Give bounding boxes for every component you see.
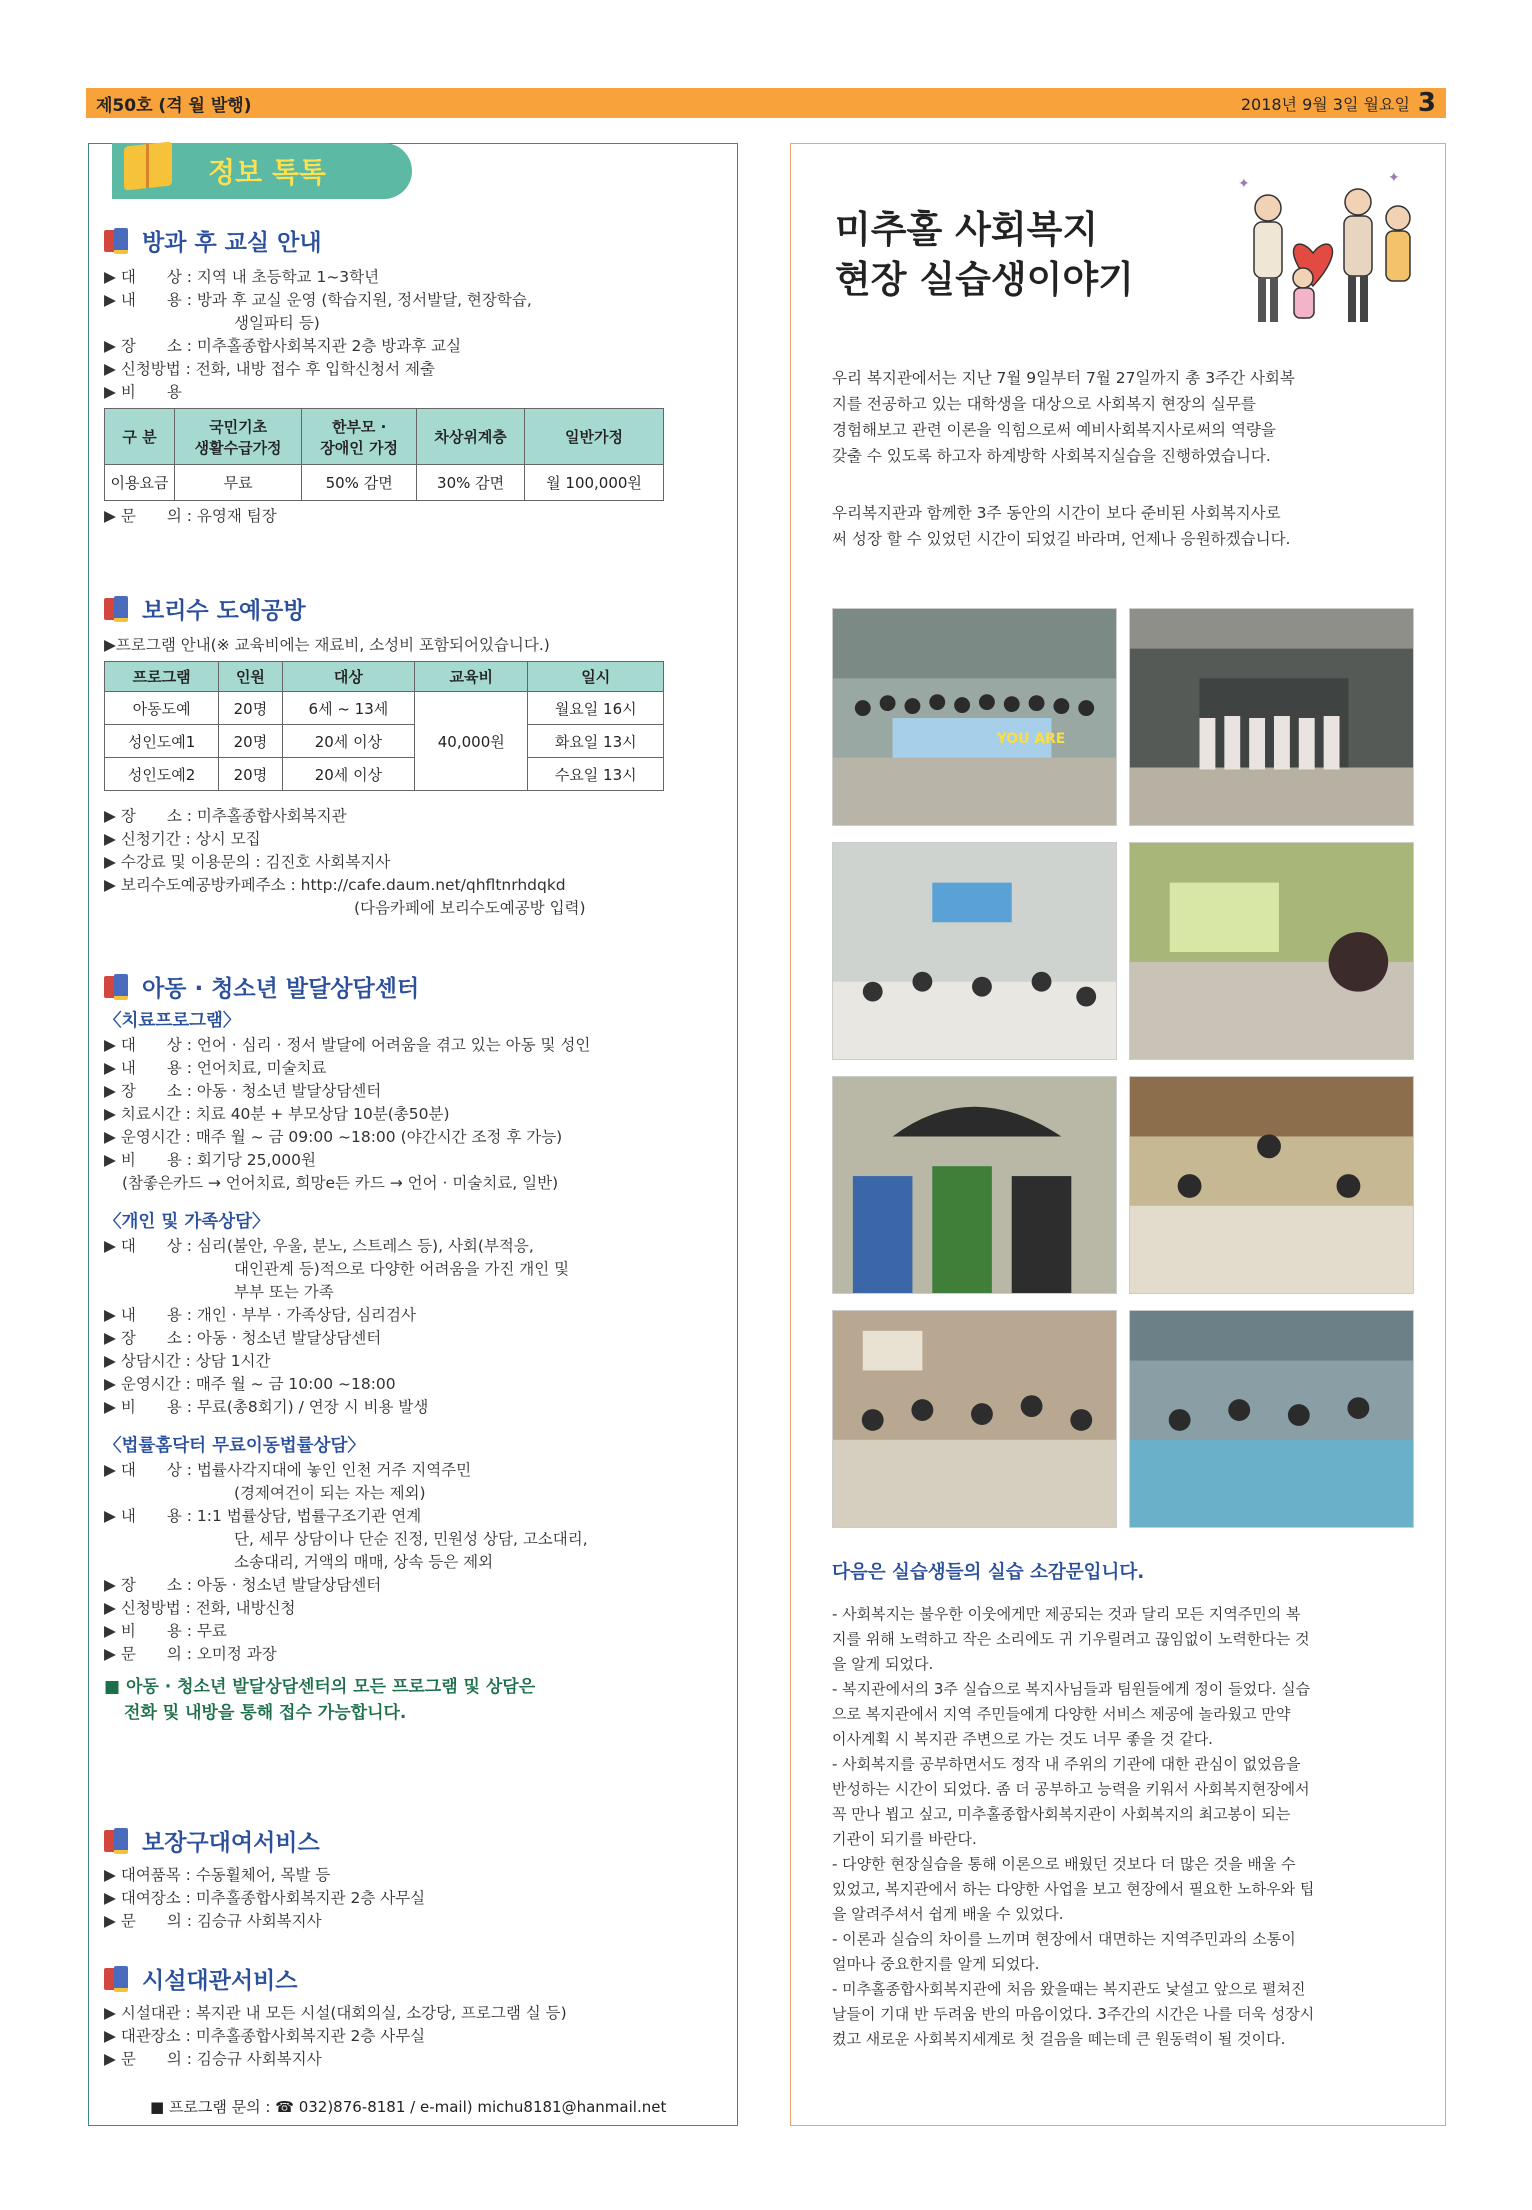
- review-list: [832, 1602, 1410, 2052]
- info-line: ▶ 신청방법 : 전화, 내방신청: [104, 1599, 296, 1617]
- info-line: (경제여건이 되는 자는 제외): [234, 1484, 426, 1502]
- info-line: ▶ 시설대관 : 복지관 내 모든 시설(대회의실, 소강당, 프로그램 실 등): [104, 2004, 567, 2022]
- classroom-photo-1: [832, 842, 1117, 1060]
- info-line: 소송대리, 거액의 매매, 상속 등은 제외: [234, 1553, 494, 1571]
- review-line: 기관이 되기를 바란다.: [832, 1830, 977, 1848]
- info-line: ▶ 신청기간 : 상시 모집: [104, 830, 261, 848]
- fee-table: 구 분 국민기초 생활수급가정 한부모 · 장애인 가정 차상위계층 일반가정 이용요금 무료 50% 감면 30% 감면 월 100,000원: [104, 408, 664, 501]
- info-line: ▶ 내 용 : 방과 후 교실 운영 (학습지원, 정서발달, 현장학습,: [104, 291, 532, 309]
- info-line: ▶ 대 상 : 지역 내 초등학교 1~3학년: [104, 268, 380, 286]
- subsection-title: 〈개인 및 가족상담〉: [104, 1212, 270, 1232]
- facility-section: [104, 1960, 734, 2071]
- info-line: ▶ 대여품목 : 수동휠체어, 목발 등: [104, 1866, 331, 1884]
- issue-date: 2018년 9월 3일 월요일: [1240, 94, 1410, 114]
- info-line: ▶ 비 용: [104, 383, 182, 401]
- info-line: ▶ 장 소 : 아동 · 청소년 발달상담센터: [104, 1082, 382, 1100]
- books-icon: [104, 594, 130, 622]
- review-line: - 복지관에서의 3주 실습으로 복지사님들과 팀원들에게 정이 들었다. 실습: [832, 1680, 1311, 1698]
- review-line: 반성하는 시간이 되었다. 좀 더 공부하고 능력을 키워서 사회복지현장에서: [832, 1780, 1310, 1798]
- review-line: 이사계획 시 복지관 주변으로 가는 것도 너무 좋을 것 같다.: [832, 1730, 1213, 1748]
- info-line: ▶ 대 상 : 심리(불안, 우울, 분노, 스트레스 등), 사회(부적응,: [104, 1237, 534, 1255]
- classroom-photo-2: [1129, 1076, 1414, 1294]
- info-line: 부부 또는 가족: [234, 1283, 334, 1301]
- review-line: 으로 복지관에서 지역 주민들에게 다양한 서비스 제공에 놀라웠고 만약: [832, 1705, 1291, 1723]
- review-line: 있었고, 복지관에서 하는 다양한 사업을 보고 현장에서 필요한 노하우와 팁: [832, 1880, 1315, 1898]
- info-line: 단, 세무 상담이나 단순 진정, 민원성 상담, 고소대리,: [234, 1530, 588, 1548]
- review-line: 꼭 만나 뵙고 싶고, 미추홀종합사회복지관이 사회복지의 최고봉이 되는: [832, 1805, 1291, 1823]
- info-line: ▶ 운영시간 : 매주 월 ~ 금 09:00 ~18:00 (야간시간 조정 후 가능): [104, 1128, 563, 1146]
- review-line: 날들이 기대 반 두려움 반의 마음이었다. 3주간의 시간은 나를 더욱 성장시: [832, 2005, 1315, 2023]
- info-line: ▶ 대관장소 : 미추홀종합사회복지관 2층 사무실: [104, 2027, 426, 2045]
- banner-title: 정보 톡톡: [208, 156, 326, 189]
- review-line: - 사회복지는 불우한 이웃에게만 제공되는 것과 달리 모든 지역주민의 복: [832, 1605, 1301, 1623]
- intro-paragraph: 우리 복지관에서는 지난 7월 9일부터 7월 27일까지 총 3주간 사회복 지를 전공하고 있는 대학생을 대상으로 사회복지 현장의 실무를 경험해보고 관련 이론을 익힘으로써 예비사회복지사로써의 역량을 갖출 수 있도록 하고자 하계방학 사회복지실습을 진행하였습니다.: [832, 369, 1295, 465]
- page-number: 3: [1417, 88, 1436, 118]
- outdoor-photo: [832, 1076, 1117, 1294]
- rental-section: [104, 1822, 734, 1933]
- review-line: - 다양한 현장실습을 통해 이론으로 배웠던 것보다 더 많은 것을 배울 수: [832, 1855, 1296, 1873]
- books-icon: [104, 1826, 130, 1854]
- info-line: ▶ 문 의 : 김승규 사회복지사: [104, 1912, 322, 1930]
- books-icon: [104, 226, 130, 254]
- review-line: 지를 위해 노력하고 작은 소리에도 귀 기우릴려고 끊임없이 노력한다는 것: [832, 1630, 1310, 1648]
- review-line: 얼마나 중요한지를 알게 되었다.: [832, 1955, 1040, 1973]
- info-line: ▶ 내 용 : 개인 · 부부 · 가족상담, 심리검사: [104, 1306, 416, 1324]
- cafe-link[interactable]: ▶ 보리수도예공방카페주소 : http://cafe.daum.net/qhfltnrhdqkd: [104, 876, 566, 894]
- notice-line: ■ 아동 · 청소년 발달상담센터의 모든 프로그램 및 상담은: [104, 1677, 536, 1697]
- svg-text:✦: ✦: [1238, 176, 1250, 192]
- section-title: 보리수 도예공방: [142, 597, 306, 624]
- subsection-title: 〈법률홈닥터 무료이동법률상담〉: [104, 1436, 365, 1456]
- info-line: (참좋은카드 → 언어치료, 희망e든 카드 → 언어 · 미술치료, 일반): [122, 1174, 559, 1192]
- info-line: ▶ 비 용 : 회기당 25,000원: [104, 1151, 316, 1169]
- closing-paragraph: 우리복지관과 함께한 3주 동안의 시간이 보다 준비된 사회복지사로 써 성장 할 수 있었던 시간이 되었길 바라며, 언제나 응원하겠습니다.: [832, 504, 1291, 548]
- review-line: 켰고 새로운 사회복지세계로 첫 걸음을 떼는데 큰 원동력이 될 것이다.: [832, 2030, 1286, 2048]
- books-icon: [104, 1964, 130, 1992]
- info-line: ▶ 내 용 : 1:1 법률상담, 법률구조기관 연계: [104, 1507, 422, 1525]
- afterschool-section: [104, 222, 734, 528]
- info-line: ▶ 비 용 : 무료(총8회기) / 연장 시 비용 발생: [104, 1398, 429, 1416]
- story-title: 미추홀 사회복지 현장 실습생이야기: [835, 208, 1134, 301]
- page-header: [86, 88, 1446, 118]
- info-line: ▶ 문 의 : 오미정 과장: [104, 1645, 277, 1663]
- subsection-title: 〈치료프로그램〉: [104, 1011, 241, 1031]
- footer-contact: ■ 프로그램 문의 : ☎ 032)876-8181 / e-mail) michu8181@hanmail.net: [150, 2098, 667, 2116]
- info-line: ▶ 수강료 및 이용문의 : 김진호 사회복지사: [104, 853, 391, 871]
- section-title: 보장구대여서비스: [142, 1829, 320, 1856]
- books-icon: [104, 972, 130, 1000]
- info-line: 생일파티 등): [234, 314, 320, 332]
- review-line: - 사회복지를 공부하면서도 정작 내 주위의 기관에 대한 관심이 없었음을: [832, 1755, 1301, 1773]
- info-line: ▶ 치료시간 : 치료 40분 + 부모상담 10분(총50분): [104, 1105, 450, 1123]
- review-line: - 미추홀종합사회복지관에 처음 왔을때는 복지관도 낯설고 앞으로 펼쳐진: [832, 1980, 1306, 1998]
- info-line: ▶ 장 소 : 아동 · 청소년 발달상담센터: [104, 1329, 382, 1347]
- review-line: - 이론과 실습의 차이를 느끼며 현장에서 대면하는 지역주민과의 소통이: [832, 1930, 1296, 1948]
- group-activity-photo-2: [1129, 1310, 1414, 1528]
- issue-number: 제50호 (격 월 발행): [96, 95, 252, 116]
- info-line: (다음카페에 보리수도예공방 입력): [354, 899, 586, 917]
- info-line: ▶프로그램 안내(※ 교육비에는 재료비, 소성비 포함되어있습니다.): [104, 636, 550, 654]
- info-line: 대인관계 등)적으로 다양한 어려움을 가진 개인 및: [234, 1260, 570, 1278]
- review-line: 을 알려주셔서 쉽게 배울 수 있었다.: [832, 1905, 1064, 1923]
- counseling-center-section: [104, 968, 734, 1726]
- info-line: ▶ 대 상 : 법률사각지대에 놓인 인천 거주 지역주민: [104, 1461, 472, 1479]
- activity-photo-1: [1129, 842, 1414, 1060]
- book-icon: [116, 138, 186, 196]
- info-line: ▶ 장 소 : 미추홀종합사회복지관 2층 방과후 교실: [104, 337, 462, 355]
- svg-text:✦: ✦: [1388, 170, 1400, 186]
- info-line: ▶ 대여장소 : 미추홀종합사회복지관 2층 사무실: [104, 1889, 426, 1907]
- review-line: 을 알게 되었다.: [832, 1655, 934, 1673]
- info-line: ▶ 장 소 : 미추홀종합사회복지관: [104, 807, 347, 825]
- group-activity-photo-1: [832, 1310, 1117, 1528]
- info-line: ▶ 비 용 : 무료: [104, 1622, 227, 1640]
- info-line: ▶ 운영시간 : 매주 월 ~ 금 10:00 ~18:00: [104, 1375, 396, 1393]
- info-line: ▶ 대 상 : 언어 · 심리 · 정서 발달에 어려움을 겪고 있는 아동 및 성인: [104, 1036, 591, 1054]
- pottery-section: [104, 590, 734, 920]
- section-title: 시설대관서비스: [142, 1967, 298, 1994]
- contact-line: ▶ 문 의 : 유영재 팀장: [104, 507, 277, 525]
- section-title: 방과 후 교실 안내: [142, 229, 322, 256]
- info-line: ▶ 내 용 : 언어치료, 미술치료: [104, 1059, 327, 1077]
- info-line: ▶ 장 소 : 아동 · 청소년 발달상담센터: [104, 1576, 382, 1594]
- notice-line: 전화 및 내방을 통해 접수 가능합니다.: [124, 1703, 407, 1723]
- pottery-table: 프로그램 인원 대상 교육비 일시 아동도예 20명 6세 ~ 13세 40,000원 월요일 16시 성인도예1 20명 20세 이상 화요일 13시 성인도예2 20명 20세 이상 수요일 13시: [104, 661, 664, 791]
- group-photo-2: [1129, 608, 1414, 826]
- info-line: ▶ 상담시간 : 상담 1시간: [104, 1352, 271, 1370]
- section-title: 아동 · 청소년 발달상담센터: [142, 975, 420, 1002]
- banner-text: YOU ARE: [996, 730, 1066, 747]
- group-photo-1: [832, 608, 1117, 826]
- info-line: ▶ 신청방법 : 전화, 내방 접수 후 입학신청서 제출: [104, 360, 436, 378]
- review-heading: 다음은 실습생들의 실습 소감문입니다.: [832, 1562, 1145, 1583]
- family-illustration-icon: [1218, 168, 1428, 338]
- info-line: ▶ 문 의 : 김승규 사회복지사: [104, 2050, 322, 2068]
